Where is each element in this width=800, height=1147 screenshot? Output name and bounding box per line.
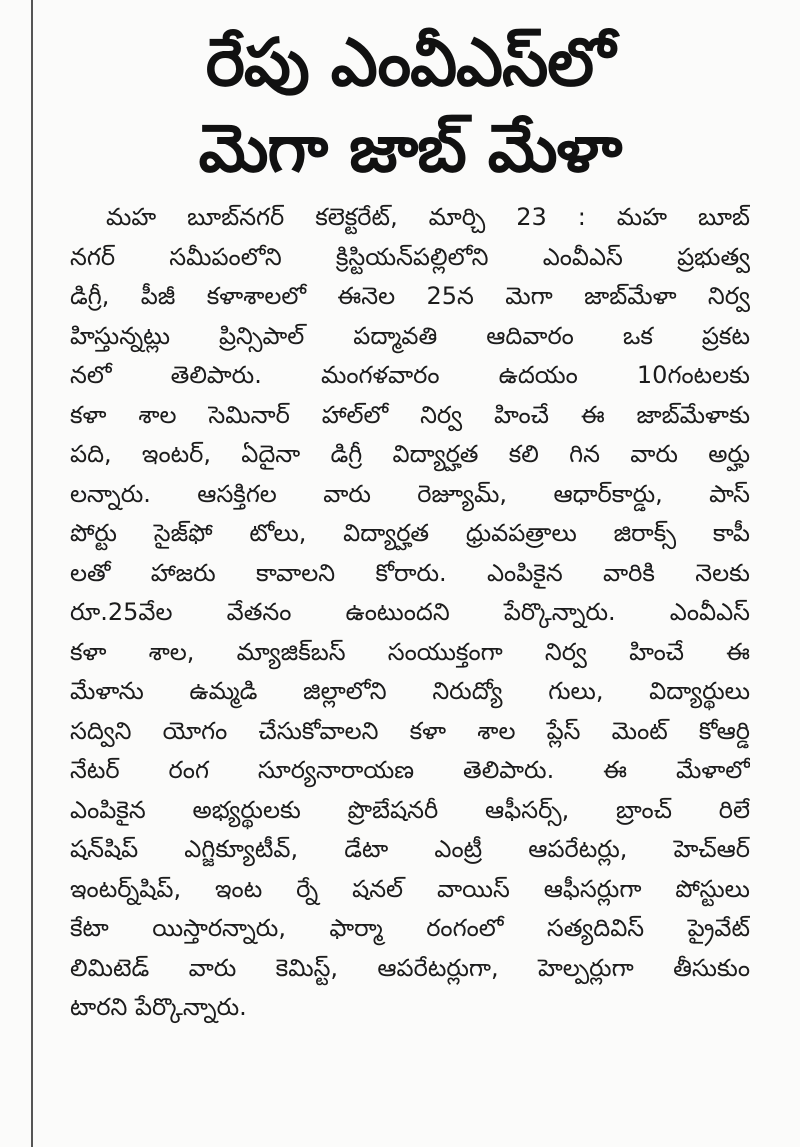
body-line: పది, ఇంటర్, ఏదైనా డిగ్రీ విద్యార్హత కలి గిన వారు అర్హు <box>70 440 750 468</box>
body-line: కళా శాల సెమినార్ హాల్‌లో నిర్వ హించే ఈ జాబ్‌మేళాకు <box>70 400 750 429</box>
body-line: కేటా యిస్తారన్నారు, ఫార్మా రంగంలో సత్యదివిస్ ప్రైవేట్ <box>70 914 750 942</box>
column-divider <box>31 0 33 1147</box>
body-line: ఇంటర్న్‌షిప్, ఇంట ర్నే షనల్ వాయిస్ ఆఫీసర్లుగా పోస్టులు <box>70 874 750 903</box>
body-line: డిగ్రీ, పీజీ కళాశాలలో ఈనెల 25న మెగా జాబ్‌మేళా నిర్వ <box>70 282 750 310</box>
body-line: ఎంపికైన అభ్యర్థులకు ప్రొబేషనరీ ఆఫీసర్స్, బ్రాంచ్ రిలే <box>70 795 750 824</box>
headline-line-2: మెగా జాబ్ మేళా <box>198 110 622 187</box>
body-line: హిస్తున్నట్లు ప్రిన్సిపాల్ పద్మావతి ఆదివారం ఒక ప్రకట <box>70 321 750 350</box>
body-line: మేళాను ఉమ్మడి జిల్లాలోని నిరుద్యో గులు, విద్యార్థులు <box>70 677 750 705</box>
body-line: సద్విని యోగం చేసుకోవాలని కళా శాల ప్లేస్ మెంట్ కోఆర్డి <box>70 716 750 745</box>
article-body <box>70 198 750 1028</box>
body-line: రూ.25వేల వేతనం ఉంటుందని పేర్కొన్నారు. ఎంవీఎస్ <box>70 598 750 626</box>
body-line: లన్నారు. ఆసక్తిగల వారు రెజ్యూమ్, ఆధార్‌కార్డు, పాస్ <box>70 479 750 508</box>
body-line: నేటర్ రంగ సూర్యనారాయణ తెలిపారు. ఈ మేళాలో <box>70 756 750 784</box>
body-line: నగర్ సమీపంలోని క్రిస్టియన్‌పల్లిలోని ఎంవీఎస్ ప్రభుత్వ <box>70 242 750 271</box>
body-line: మహ బూబ్‌నగర్ కలెక్టరేట్, మార్చి 23 : మహ బూబ్ <box>106 203 750 231</box>
body-line: పోర్టు సైజ్‌ఫో టోలు, విద్యార్హత ధ్రువపత్రాలు జిరాక్స్ కాపీ <box>70 519 750 547</box>
news-article <box>70 20 750 1028</box>
body-line: కళా శాల, మ్యాజిక్‌బస్ సంయుక్తంగా నిర్వ హించే ఈ <box>70 637 750 666</box>
body-line: షన్‌షిప్ ఎగ్జిక్యూటీవ్, డేటా ఎంట్రీ ఆపరేటర్లు, హెచ్‌ఆర్ <box>70 835 750 863</box>
article-headline <box>70 20 750 192</box>
body-line: టారని పేర్కొన్నారు. <box>70 993 247 1021</box>
body-line: లతో హాజరు కావాలని కోరారు. ఎంపికైన వారికి నెలకు <box>70 558 750 587</box>
body-line: నలో తెలిపారు. మంగళవారం ఉదయం 10గంటలకు <box>70 361 750 389</box>
headline-line-1: రేపు ఎంవీఎస్‌లో <box>205 24 615 101</box>
body-line: లిమిటెడ్ వారు కెమిస్ట్, ఆపరేటర్లుగా, హెల్పర్లుగా తీసుకుం <box>70 953 750 982</box>
